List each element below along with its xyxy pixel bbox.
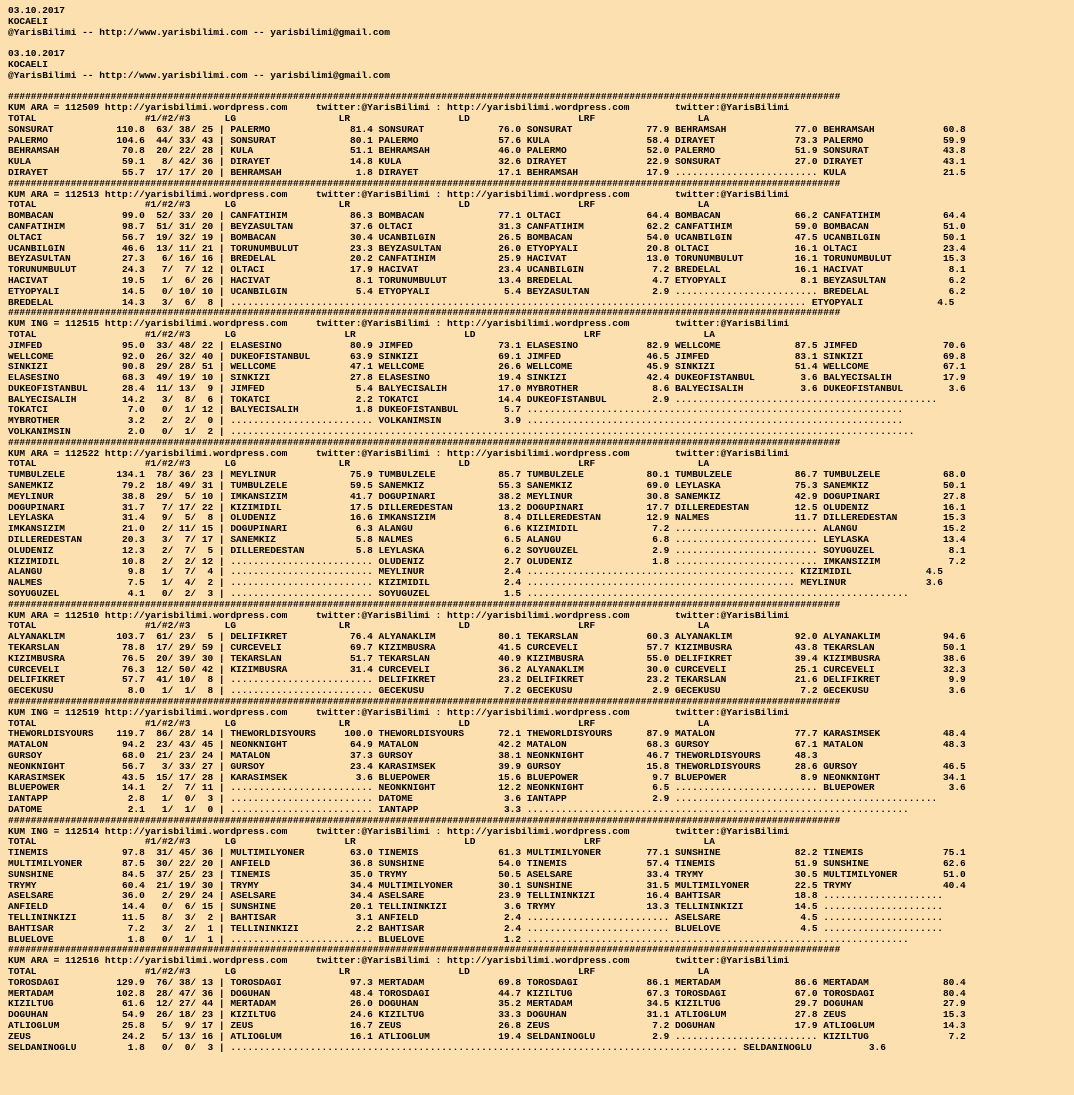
horse-row: KIZIMIDIL 10.8 2/ 2/ 12 | ......................... OLUDENIZ 2.7 OLUDENIZ 1.8 ......................... IMKANSIZIM 7.2: [8, 555, 966, 567]
horse-row: IANTAPP 2.8 1/ 0/ 3 | ......................... DATOME 3.6 IANTAPP 2.9 ..............................................: [8, 793, 938, 805]
race-title: KUM ARA = 112509 http://yarisbilimi.wordpress.com twitter:@YarisBilimi : http://yarisbilimi.wordpress.com twitter:@YarisBilimi: [8, 102, 790, 114]
race-title: KUM ARA = 112522 http://yarisbilimi.wordpress.com twitter:@YarisBilimi : http://yarisbilimi.wordpress.com twitter:@YarisBilimi: [8, 447, 790, 459]
horse-row: TEKARSLAN 78.8 17/ 29/ 59 | CURCEVELI 69.7 KIZIMBUSRA 41.5 CURCEVELI 57.7 KIZIMBUSRA 43.8 TEKARSLAN 50.1: [8, 642, 966, 654]
column-header: TOTAL #1/#2/#3 LG LR LD LRF LA: [8, 199, 710, 211]
separator-line: ##################################################################################################################################################: [8, 177, 841, 189]
horse-row: ASELSARE 36.0 2/ 29/ 24 | ASELSARE 34.4 ASELSARE 23.9 TELLININKIZI 16.4 BAHTISAR 18.8 .....................: [8, 890, 943, 902]
horse-row: DIRAYET 55.7 17/ 17/ 20 | BEHRAMSAH 1.8 DIRAYET 17.1 BEHRAMSAH 17.9 ......................... KULA 21.5: [8, 166, 966, 178]
horse-row: KARASIMSEK 43.5 15/ 17/ 28 | KARASIMSEK 3.6 BLUEPOWER 15.6 BLUEPOWER 9.7 BLUEPOWER 8.9 NEONKNIGHT 34.1: [8, 771, 966, 783]
horse-row: BLUEPOWER 14.1 2/ 7/ 11 | ......................... NEONKNIGHT 12.2 NEONKNIGHT 6.5 ......................... BLUEPOWER 3.6: [8, 782, 966, 794]
horse-row: CANFATIHIM 98.7 51/ 31/ 20 | BEYZASULTAN 37.6 OLTACI 31.3 CANFATIHIM 62.2 CANFATIHIM 59.0 BOMBACAN 51.0: [8, 220, 966, 232]
race-title: KUM ARA = 112510 http://yarisbilimi.wordpress.com twitter:@YarisBilimi : http://yarisbilimi.wordpress.com twitter:@YarisBilimi: [8, 609, 790, 621]
race-title: KUM ING = 112515 http://yarisbilimi.wordpress.com twitter:@YarisBilimi : http://yarisbilimi.wordpress.com twitter:@YarisBilimi: [8, 318, 790, 330]
separator-line: ##################################################################################################################################################: [8, 436, 841, 448]
horse-row: NALMES 7.5 1/ 4/ 2 | ......................... KIZIMIDIL 2.4 ............................................... MEYLINUR 3.6: [8, 577, 943, 589]
horse-row: TOKATCI 7.0 0/ 1/ 12 | BALYECISALIH 1.8 DUKEOFISTANBUL 5.7 ..................................................................: [8, 404, 904, 416]
horse-row: DOGUHAN 54.9 26/ 18/ 23 | KIZILTUG 24.6 KIZILTUG 33.3 DOGUHAN 31.1 ATLIOGLUM 27.8 ZEUS 15.3: [8, 1009, 966, 1021]
horse-row: BLUELOVE 1.8 0/ 1/ 1 | ......................... BLUELOVE 1.2 ...................................................................: [8, 933, 909, 945]
horse-row: KIZIMBUSRA 76.5 20/ 39/ 30 | TEKARSLAN 51.7 TEKARSLAN 40.9 KIZIMBUSRA 55.0 DELIFIKRET 39.4 KIZIMBUSRA 38.6: [8, 652, 966, 664]
horse-row: BEHRAMSAH 70.8 20/ 22/ 28 | KULA 51.1 BEHRAMSAH 46.0 PALERMO 52.0 PALERMO 51.9 SONSURAT 43.8: [8, 145, 966, 157]
separator-line: ##################################################################################################################################################: [8, 814, 841, 826]
column-header: TOTAL #1/#2/#3 LG LR LD LRF LA: [8, 836, 715, 848]
horse-row: TINEMIS 97.8 31/ 45/ 36 | MULTIMILYONER 63.0 TINEMIS 61.3 MULTIMILYONER 77.1 SUNSHINE 82.2 TINEMIS 75.1: [8, 847, 966, 859]
horse-row: SOYUGUZEL 4.1 0/ 2/ 3 | ......................... SOYUGUZEL 1.5 ...................................................................: [8, 588, 909, 600]
separator-line: ##################################################################################################################################################: [8, 307, 841, 319]
horse-row: ALANGU 9.8 1/ 7/ 4 | ......................... MEYLINUR 2.4 ............................................... KIZIMIDIL 4.5: [8, 566, 943, 578]
column-header: TOTAL #1/#2/#3 LG LR LD LRF LA: [8, 620, 710, 632]
horse-row: SINKIZI 90.8 29/ 28/ 51 | WELLCOME 47.1 WELLCOME 26.6 WELLCOME 45.9 SINKIZI 51.4 WELLCOME 67.1: [8, 361, 966, 373]
horse-row: ATLIOGLUM 25.8 5/ 9/ 17 | ZEUS 16.7 ZEUS 26.8 ZEUS 7.2 DOGUHAN 17.9 ATLIOGLUM 14.3: [8, 1019, 966, 1031]
horse-row: SELDANINOGLU 1.8 0/ 0/ 3 | ......................................................................................... SELDANINOGLU 3.6: [8, 1041, 886, 1053]
horse-row: HACIVAT 19.5 1/ 6/ 26 | HACIVAT 8.1 TORUNUMBULUT 13.4 BREDELAL 4.7 ETYOPYALI 8.1 BEYZASULTAN 6.2: [8, 274, 966, 286]
horse-row: DILLEREDESTAN 20.3 3/ 7/ 17 | SANEMKIZ 5.8 NALMES 6.5 ALANGU 6.8 ......................... LEYLASKA 13.4: [8, 534, 966, 546]
report-city: KOCAELI: [8, 58, 48, 70]
horse-row: MEYLINUR 38.8 29/ 5/ 10 | IMKANSIZIM 41.7 DOGUPINARI 38.2 MEYLINUR 30.8 SANEMKIZ 42.9 DOGUPINARI 27.8: [8, 490, 966, 502]
report-date: 03.10.2017: [8, 48, 66, 60]
horse-row: KULA 59.1 8/ 42/ 36 | DIRAYET 14.8 KULA 32.6 DIRAYET 22.9 SONSURAT 27.0 DIRAYET 43.1: [8, 156, 966, 168]
contact-line: @YarisBilimi -- http://www.yarisbilimi.com -- yarisbilimi@gmail.com: [8, 26, 390, 38]
column-header: TOTAL #1/#2/#3 LG LR LD LRF LA: [8, 965, 710, 977]
horse-row: THEWORLDISYOURS 119.7 86/ 28/ 14 | THEWORLDISYOURS 100.0 THEWORLDISYOURS 72.1 THEWORLDISYOURS 87.9 MATALON 77.7 KARASIMSEK 48.4: [8, 728, 966, 740]
horse-row: OLUDENIZ 12.3 2/ 7/ 5 | DILLEREDESTAN 5.8 LEYLASKA 6.2 SOYUGUZEL 2.9 ......................... SOYUGUZEL 8.1: [8, 544, 966, 556]
horse-row: DATOME 2.1 1/ 1/ 0 | ......................... IANTAPP 3.3 ...................................................................: [8, 803, 909, 815]
separator-line: ##################################################################################################################################################: [8, 696, 841, 707]
horse-row: OLTACI 56.7 19/ 32/ 19 | BOMBACAN 30.4 UCANBILGIN 26.5 BOMBACAN 54.0 UCANBILGIN 47.5 UCANBILGIN 50.1: [8, 231, 966, 243]
horse-row: LEYLASKA 31.4 9/ 5/ 8 | OLUDENIZ 16.6 IMKANSIZIM 8.4 DILLEREDESTAN 12.9 NALMES 11.7 DILLEREDESTAN 15.3: [8, 512, 966, 524]
separator-line: ##################################################################################################################################################: [8, 944, 841, 956]
horse-row: ANFIELD 14.4 0/ 6/ 15 | SUNSHINE 20.1 TELLININKIZI 3.6 TRYMY 13.3 TELLININKIZI 14.5 .....................: [8, 901, 943, 913]
race-title: KUM ING = 112519 http://yarisbilimi.wordpress.com twitter:@YarisBilimi : http://yarisbilimi.wordpress.com twitter:@YarisBilimi: [8, 706, 790, 718]
horse-row: IMKANSIZIM 21.0 2/ 11/ 15 | DOGUPINARI 6.3 ALANGU 6.6 KIZIMIDIL 7.2 ......................... ALANGU 15.2: [8, 523, 966, 535]
separator-line: ##################################################################################################################################################: [8, 91, 841, 103]
horse-row: ZEUS 24.2 5/ 13/ 16 | ATLIOGLUM 16.1 ATLIOGLUM 19.4 SELDANINOGLU 2.9 ......................... KIZILTUG 7.2: [8, 1030, 966, 1042]
horse-row: SANEMKIZ 79.2 18/ 49/ 31 | TUMBULZELE 59.5 SANEMKIZ 55.3 SANEMKIZ 69.0 LEYLASKA 75.3 SANEMKIZ 50.1: [8, 480, 966, 492]
horse-row: TRYMY 60.4 21/ 19/ 30 | TRYMY 34.4 MULTIMILYONER 30.1 SUNSHINE 31.5 MULTIMILYONER 22.5 TRYMY 40.4: [8, 879, 966, 891]
horse-row: GECEKUSU 8.0 1/ 1/ 8 | ......................... GECEKUSU 7.2 GECEKUSU 2.9 GECEKUSU 7.2 GECEKUSU 3.6: [8, 685, 966, 697]
horse-row: ELASESINO 68.3 49/ 19/ 10 | SINKIZI 27.8 ELASESINO 19.4 SINKIZI 42.4 DUKEOFISTANBUL 3.6 BALYECISALIH 17.9: [8, 372, 966, 384]
horse-row: PALERMO 104.6 44/ 33/ 43 | SONSURAT 80.1 PALERMO 57.6 KULA 58.4 DIRAYET 73.3 PALERMO 59.9: [8, 134, 966, 146]
horse-row: SONSURAT 110.8 63/ 38/ 25 | PALERMO 81.4 SONSURAT 76.0 SONSURAT 77.9 BEHRAMSAH 77.0 BEHRAMSAH 60.8: [8, 123, 966, 135]
horse-row: KIZILTUG 61.6 12/ 27/ 44 | MERTADAM 26.0 DOGUHAN 35.2 MERTADAM 34.5 KIZILTUG 29.7 DOGUHAN 27.9: [8, 998, 966, 1010]
race-report-document: [8, 6, 966, 1053]
column-header: TOTAL #1/#2/#3 LG LR LD LRF LA: [8, 328, 715, 340]
race-title: KUM ARA = 112516 http://yarisbilimi.wordpress.com twitter:@YarisBilimi : http://yarisbilimi.wordpress.com twitter:@YarisBilimi: [8, 955, 790, 967]
column-header: TOTAL #1/#2/#3 LG LR LD LRF LA: [8, 458, 710, 470]
horse-row: TELLININKIZI 11.5 8/ 3/ 2 | BAHTISAR 3.1 ANFIELD 2.4 ......................... ASELSARE 4.5 .....................: [8, 911, 943, 923]
horse-row: JIMFED 95.0 33/ 48/ 22 | ELASESINO 80.9 JIMFED 73.1 ELASESINO 82.9 WELLCOME 87.5 JIMFED 70.6: [8, 339, 966, 351]
separator-line: ##################################################################################################################################################: [8, 598, 841, 610]
horse-row: TUMBULZELE 134.1 78/ 36/ 23 | MEYLINUR 75.9 TUMBULZELE 85.7 TUMBULZELE 80.1 TUMBULZELE 86.7 TUMBULZELE 68.0: [8, 469, 966, 481]
horse-row: WELLCOME 92.0 26/ 32/ 40 | DUKEOFISTANBUL 63.9 SINKIZI 69.1 JIMFED 46.5 JIMFED 83.1 SINKIZI 69.8: [8, 350, 966, 362]
horse-row: SUNSHINE 84.5 37/ 25/ 23 | TINEMIS 35.0 TRYMY 50.5 ASELSARE 33.4 TRYMY 30.5 MULTIMILYONER 51.0: [8, 868, 966, 880]
horse-row: ETYOPYALI 14.5 0/ 10/ 10 | UCANBILGIN 5.4 ETYOPYALI 5.4 BEYZASULTAN 2.9 ......................... BREDELAL 6.2: [8, 285, 966, 297]
column-header: TOTAL #1/#2/#3 LG LR LD LRF LA: [8, 112, 710, 124]
horse-row: MATALON 94.2 23/ 43/ 45 | NEONKNIGHT 64.9 MATALON 42.2 MATALON 68.3 GURSOY 67.1 MATALON 48.3: [8, 739, 966, 751]
horse-row: BREDELAL 14.3 3/ 6/ 8 | ..................................................................................................... ETYOPYALI 4.5: [8, 296, 955, 308]
horse-row: TORUNUMBULUT 24.3 7/ 7/ 12 | OLTACI 17.9 HACIVAT 23.4 UCANBILGIN 7.2 BREDELAL 16.1 HACIVAT 8.1: [8, 264, 966, 276]
horse-row: MULTIMILYONER 87.5 30/ 22/ 20 | ANFIELD 36.8 SUNSHINE 54.0 TINEMIS 57.4 TINEMIS 51.9 SUNSHINE 62.6: [8, 857, 966, 869]
blank-line: [8, 38, 966, 49]
horse-row: MERTADAM 102.8 28/ 47/ 36 | DOGUHAN 48.4 TOROSDAGI 44.7 KIZILTUG 67.3 TOROSDAGI 67.0 TOROSDAGI 80.4: [8, 987, 966, 999]
horse-row: DOGUPINARI 31.7 7/ 17/ 22 | KIZIMIDIL 17.5 DILLEREDESTAN 13.2 DOGUPINARI 17.7 DILLEREDESTAN 12.5 OLUDENIZ 16.1: [8, 501, 966, 513]
contact-line: @YarisBilimi -- http://www.yarisbilimi.com -- yarisbilimi@gmail.com: [8, 69, 390, 81]
race-title: KUM ING = 112514 http://yarisbilimi.wordpress.com twitter:@YarisBilimi : http://yarisbilimi.wordpress.com twitter:@YarisBilimi: [8, 825, 790, 837]
horse-row: MYBROTHER 3.2 2/ 2/ 0 | ......................... VOLKANIMSIN 3.9 ..................................................................: [8, 415, 904, 427]
horse-row: BALYECISALIH 14.2 3/ 8/ 6 | TOKATCI 2.2 TOKATCI 14.4 DUKEOFISTANBUL 2.9 ..............................................: [8, 393, 938, 405]
column-header: TOTAL #1/#2/#3 LG LR LD LRF LA: [8, 717, 710, 729]
horse-row: BAHTISAR 7.2 3/ 2/ 1 | TELLININKIZI 2.2 BAHTISAR 2.4 ......................... BLUELOVE 4.5 .....................: [8, 922, 943, 934]
horse-row: DUKEOFISTANBUL 28.4 11/ 13/ 9 | JIMFED 5.4 BALYECISALIH 17.0 MYBROTHER 8.6 BALYECISALIH 3.6 DUKEOFISTANBUL 3.6: [8, 382, 966, 394]
horse-row: DELIFIKRET 57.7 41/ 10/ 8 | ......................... DELIFIKRET 23.2 DELIFIKRET 23.2 TEKARSLAN 21.6 DELIFIKRET 9.9: [8, 674, 966, 686]
horse-row: UCANBILGIN 46.6 13/ 11/ 21 | TORUNUMBULUT 23.3 BEYZASULTAN 26.0 ETYOPYALI 20.8 OLTACI 16.1 OLTACI 23.4: [8, 242, 966, 254]
horse-row: GURSOY 68.0 21/ 23/ 24 | MATALON 37.3 GURSOY 38.1 NEONKNIGHT 46.7 THEWORLDISYOURS 48.3: [8, 749, 818, 761]
horse-row: NEONKNIGHT 56.7 3/ 33/ 27 | GURSOY 23.4 KARASIMSEK 39.9 GURSOY 15.8 THEWORLDISYOURS 28.6 GURSOY 46.5: [8, 760, 966, 772]
report-date: 03.10.2017: [8, 5, 66, 16]
horse-row: BOMBACAN 99.0 52/ 33/ 20 | CANFATIHIM 86.3 BOMBACAN 77.1 OLTACI 64.4 BOMBACAN 66.2 CANFATIHIM 64.4: [8, 210, 966, 222]
horse-row: BEYZASULTAN 27.3 6/ 16/ 16 | BREDELAL 20.2 CANFATIHIM 25.9 HACIVAT 13.0 TORUNUMBULUT 16.1 TORUNUMBULUT 15.3: [8, 253, 966, 265]
race-title: KUM ARA = 112513 http://yarisbilimi.wordpress.com twitter:@YarisBilimi : http://yarisbilimi.wordpress.com twitter:@YarisBilimi: [8, 188, 790, 200]
horse-row: VOLKANIMSIN 2.0 0/ 1/ 2 | ........................................................................................................................: [8, 426, 915, 438]
horse-row: TOROSDAGI 129.9 76/ 38/ 13 | TOROSDAGI 97.3 MERTADAM 69.8 TOROSDAGI 86.1 MERTADAM 86.6 MERTADAM 80.4: [8, 976, 966, 988]
horse-row: CURCEVELI 76.3 12/ 50/ 42 | KIZIMBUSRA 31.4 CURCEVELI 36.2 ALYANAKLIM 30.0 CURCEVELI 25.1 CURCEVELI 32.3: [8, 663, 966, 675]
report-city: KOCAELI: [8, 15, 48, 27]
horse-row: ALYANAKLIM 103.7 61/ 23/ 5 | DELIFIKRET 76.4 ALYANAKLIM 80.1 TEKARSLAN 60.3 ALYANAKLIM 92.0 ALYANAKLIM 94.6: [8, 631, 966, 643]
